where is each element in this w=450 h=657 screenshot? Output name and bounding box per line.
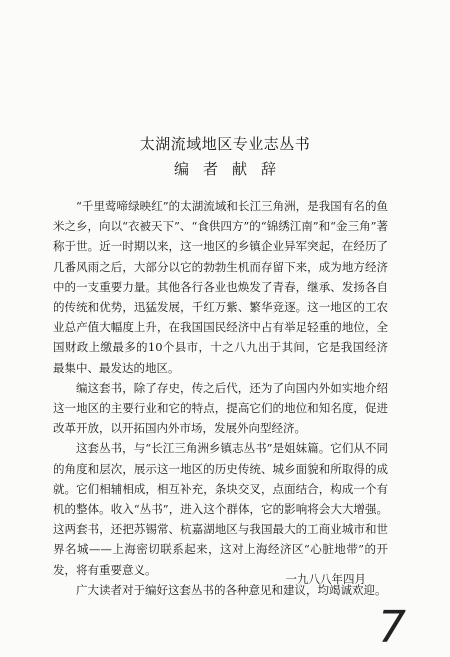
paragraph: 这套丛书，与“长江三角洲乡镇志丛书”是姐妹篇。它们从不同的角度和层次，展示这一地区的历史传统、城乡面貌和所取得的成就。它们相辅相成，相互补充，条块交叉，点面结合，构成一个有机的整体。收入“丛书”，进入这个群体，它的影响将会大大增强。这两套书，还把苏锡常、杭嘉湖地区与我国最大的工商业城市和世界名城——上海密切联系起来，这对上海经济区“心脏地带”的开发，将有重要意义。 bbox=[53, 441, 388, 577]
dedication-heading: 编者献辞 bbox=[173, 160, 290, 178]
paragraph: “千里莺啼绿映红”的太湖流域和长江三角洲，是我国有名的鱼米之乡，向以“衣被天下”、“食供四方”的“锦绣江南”和“金三角”著称于世。近一时期以来，这一地区的乡镇企业异军突起，在经历了几番风雨之后，大部分以它的勃勃生机而存留下来，成为地方经济中的一支重要力量。其他各行各业也焕发了青春，继承、发扬各自的传统和优势，迅猛发展，千红万紫、繁华竞逐。这一地区的工农业总产值大幅度上升，在我国国民经济中占有举足轻重的地位，全国财政上缴最多的10个县市，十之八九出于其间，它是我国经济最集中、最发达的地区。 bbox=[53, 199, 388, 375]
page-number: 7 bbox=[378, 602, 406, 653]
date-signoff: 一九八八年四月 bbox=[285, 572, 366, 586]
paragraph: 编这套书，除了存史，传之后代，还为了向国内外如实地介绍这一地区的主要行业和它的特点，提高它们的地位和知名度，促进改革开放，以开拓国内外市场，发展外向型经济。 bbox=[53, 380, 388, 436]
paragraph: 广大读者对于编好这套丛书的各种意见和建议，均竭诚欢迎。 bbox=[76, 582, 387, 597]
series-title: 太湖流域地区专业志丛书 bbox=[139, 135, 311, 153]
body-text bbox=[53, 196, 388, 600]
